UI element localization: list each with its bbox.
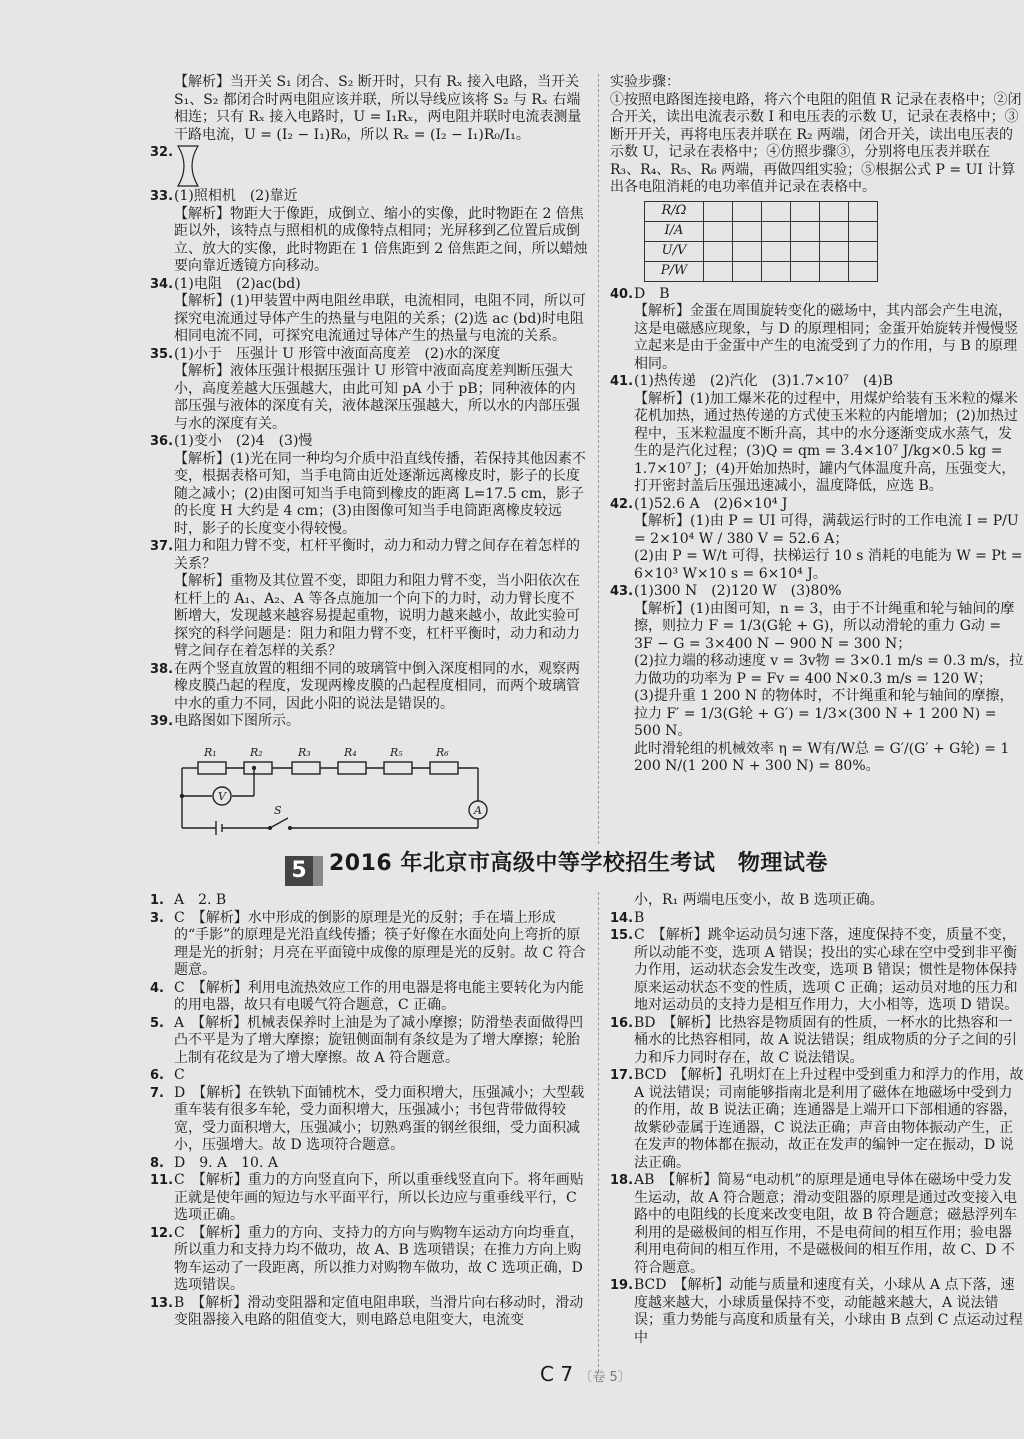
item-text: C 【解析】重力的方向、支持力的方向与购物车运动方向均垂直，所以重力和支持力均不做功，故 A、B 选项错误；在推力方向上购物车运动了一段距离，所以推力对购物车做功，故 C 选项正确，D 选项错误。 [174,1224,584,1293]
resistor-label: R₆ [436,746,449,759]
item-text: (1)变小 (2)4 (3)慢 [174,433,313,449]
resistor-r6 [430,762,458,774]
steps-text: ①按照电路图连接电路，将六个电阻的阻值 R 记录在表格中；②闭合开关，读出电流表示数 I 和电压表的示数 U，记录在表格中；③断开开关，再将电压表并联在 R₂ 两端，闭合开关，读出电压表的示数 U，记录在表格中；④仿照步骤③，分别将电压表并联在 R₃、R₄、R₅、R₆ 两端，再做四组实验；⑤根据公式 P = UI 计算出各电阻消耗的电功率值并记录在表格中。 [610,91,1022,195]
answer-item [610,1172,1024,1277]
item-text: 【解析】(1)甲装置中两电阻丝串联，电流相同，电阻不同，所以可探究电流通过导体产生的热量与电阻的关系；(2)选 ac (bd)时电阻相同电流不同，可探究电流通过导体产生的热量与电流的关系。 [174,293,586,344]
answer-item [610,892,1024,910]
table-cell [762,241,791,261]
answer-item [610,1015,1024,1068]
item-number: 6. [150,1068,164,1083]
item-number: 32. [150,145,174,160]
item-text: C 【解析】跳伞运动员匀速下落，速度保持不变，质量不变，所以动能不变，选项 A 错误；投出的实心球在空中受到非平衡力作用，运动状态会发生改变，选项 B 错误；惯性是物体保持原来运动状态不变的性质，选项 C 正确；运动员对地的压力和地对运动员的支持力是相互作用力，大小相等，选项 D 错误。 [634,927,1019,1013]
item-text: BD 【解析】比热容是物质固有的性质，一杯水的比热容和一桶水的比热容相同，故 A 说法错误；组成物质的分子之间的引力和斥力同时存在，故 C 说法错误。 [634,1014,1018,1066]
volume-label: 〔卷 5〕 [579,1370,631,1385]
item-text: (2)拉力端的移动速度 v = 3v物 = 3×0.1 m/s = 0.3 m/s，拉力做功的功率为 P = Fv = 400 N×0.3 m/s = 120 W； [634,653,1024,687]
item-text: (1)照相机 (2)靠近 [174,188,298,204]
answer-item [150,433,588,451]
resistor-r1 [198,762,226,774]
table-cell [762,221,791,241]
switch-label: S [274,804,282,817]
item-number: 34. [150,276,174,292]
answer-item [150,144,588,188]
answer-item [150,538,588,573]
item-text: BCD 【解析】动能与质量和速度有关，小球从 A 点下落，速度越来越大，小球质量保持不变，动能越来越大，A 说法错误；重力势能与高度和质量有关，小球由 B 点到 C 点运动过程中 [634,1277,1023,1346]
item-text: 【解析】重物及其位置不变，即阻力和阻力臂不变，当小阳依次在杠杆上的 A₁、A₂、A 等各点施加一个向下的力时，动力臂长度不断增大，发现越来越容易提起重物，说明力越来越小，故此实验可探究的科学问题是：阻力和阻力臂不变，杠杆平衡时，动力和动力臂之间存在着怎样的关系？ [174,573,580,659]
banner-number: 5 [285,856,313,886]
page-number: C 7 [540,1362,574,1386]
resistor-r5 [384,762,412,774]
item-text: BCD 【解析】孔明灯在上升过程中受到重力和浮力的作用，故 A 说法错误；司南能够指南北是利用了磁体在地磁场中受到力的作用，故 B 说法正确；连通器是上端开口下部相通的容器，故紫砂壶属于连通器，C 说法正确；声音由物体振动产生，正在发声的物体都在振动，故正在发声的编钟一定在振动，D 说法正确。 [634,1067,1024,1171]
item-text: 【解析】物距大于像距，成倒立、缩小的实像，此时物距在 2 倍焦距以外，该特点与照相机的成像特点相同；光屏移到乙位置后成倒立、放大的实像，此时物距在 1 倍焦距到 2 倍焦距之间，所以蜡烛要向靠近透镜方向移动。 [174,205,588,274]
answer-item [150,661,588,714]
item-text: D 9. A 10. A [174,1154,278,1171]
item-number: 4. [150,980,164,996]
answer-item [150,293,588,346]
item-text: AB 【解析】简易“电动机”的原理是通电导体在磁场中受力发生运动，故 A 符合题意；滑动变阻器的原理是通过改变接入电路中的电阻线的长度来改变电阻，故 B 符合题意；磁悬浮列车利用的是磁极间的相互作用，不是电荷间的相互作用；验电器利用电荷间的相互作用，不是磁极间的相互作用，故 C、D 不符合题意。 [634,1172,1018,1276]
table-row-header: P/W [645,261,704,281]
ammeter-label: A [474,804,482,817]
item-text: C 【解析】利用电流热效应工作的用电器是将电能主要转化为内能的用电器，故只有电暖气符合题意，C 正确。 [174,979,584,1013]
circuit-diagram [178,742,488,842]
answer-item [610,741,1024,776]
item-text: 【解析】(1)由图可知，n = 3，由于不计绳重和轮与轴间的摩擦，则拉力 F = 1/3(G轮 + G)，所以动滑轮的重力 G动 = 3F − G = 3×400 N − 900 N = 300 N； [634,600,1015,652]
item-text: (3)提升重 1 200 N 的物体时，不计绳重和轮与轴间的摩擦，拉力 F′ = 1/3(G轮 + G′) = 1/3×(300 N + 1 200 N) = 500 N。 [634,688,1014,739]
table-cell [791,221,820,241]
answer-item [610,548,1024,583]
answer-item [150,1155,588,1173]
answer-item [150,1295,588,1330]
resistor-label: R₁ [204,746,217,759]
answer-item [610,391,1024,496]
answer-item [610,513,1024,548]
answer-item [150,892,588,910]
table-cell [733,241,762,261]
item-text: 小，R₁ 两端电压变小，故 B 选项正确。 [634,892,884,908]
item-text: 在两个竖直放置的粗细不同的玻璃管中倒入深度相同的水，观察两橡皮膜凸起的程度，发现两橡皮膜的凸起程度相同，而两个玻璃管中水的重力不同，因此小阳的说法是错误的。 [174,660,580,712]
answer-item [150,276,588,294]
item-text: 电路图如下图所示。 [174,713,300,729]
answer-item [610,373,1024,391]
item-number: 19. [610,1278,634,1293]
item-text: 阻力和阻力臂不变，杠杆平衡时，动力和动力臂之间存在着怎样的关系？ [174,538,580,572]
table-row-header: R/Ω [645,201,704,221]
item-text: D 【解析】在铁轨下面铺枕木，受力面积增大，压强减小；大型载重车装有很多车轮，受力面积增大，压强减小；书包背带做得较宽，受力面积增大，压强减小；切熟鸡蛋的钢丝很细，受力面积减小，压强增大。故 D 选项符合题意。 [174,1084,585,1153]
item-number: 15. [610,928,634,943]
answer-item [150,1067,588,1085]
resistor-label: R₅ [390,746,403,759]
item-text: A 【解析】机械表保养时上油是为了减小摩擦；防滑垫表面做得凹凸不平是为了增大摩擦；旋钮侧面制有条纹是为了增大摩擦；轮胎上制有花纹是为了增大摩擦。故 A 符合题意。 [174,1014,584,1066]
item-number: 38. [150,661,174,677]
table-row-header: U/V [645,241,704,261]
item-number: 12. [150,1225,174,1241]
table-cell [849,201,878,221]
item-number: 14. [610,910,634,926]
table-cell [849,221,878,241]
answer-item [150,188,588,206]
item-number: 18. [610,1173,634,1188]
item-text: (1)电阻 (2)ac(bd) [174,275,301,292]
answer-item [610,910,1024,928]
item-text: C 【解析】水中形成的倒影的原理是光的反射；手在墙上形成的“手影”的原理是光沿直线传播；筷子好像在水面处向上弯折的原理是光的折射；月亮在平面镜中成像的原理是光的反射。故 C 符合题意。 [174,909,586,978]
item-text: 【解析】(1)由 P = UI 可得，满载运行时的工作电流 I = P/U = 2×10⁴ W / 380 V = 52.6 A； [634,513,1019,547]
resistor-r2 [244,762,272,774]
item-number: 13. [150,1295,174,1311]
item-number: 1. [150,893,164,908]
item-text: B 【解析】滑动变阻器和定值电阻串联，当滑片向右移动时，滑动变阻器接入电路的阻值变大，则电路总电阻变大，电流变 [174,1294,584,1328]
item-text: 【解析】金蛋在周围旋转变化的磁场中，其内部会产生电流，这是电磁感应现象，与 D 的原理相同；金蛋开始旋转并慢慢竖立起来是由于金蛋中产生的电流受到了力的作用，与 B 的原理相同。 [634,303,1019,372]
item-text: 【解析】(1)光在同一种均匀介质中沿直线传播，若保持其他因素不变，根据表格可知，当手电筒由近处逐渐远离橡皮时，影子的长度随之减小；(2)由图可知当手电筒到橡皮的距离 L=17.5 cm，影子的长度 H 大约是 4 cm；(3)由图像可知当手电筒距离橡皮较远时，影子的长度变小得较慢。 [174,450,586,537]
answer-item [150,346,588,364]
answer-item [610,927,1024,1015]
answer-item [150,1015,588,1068]
item-number: 36. [150,434,174,449]
resistor-label: R₃ [298,746,311,759]
resistor-label: R₂ [250,746,263,759]
item-number: 41. [610,374,634,389]
item-number: 42. [610,496,634,512]
answer-item [150,980,588,1015]
table-cell [762,201,791,221]
voltmeter-label: V [218,790,226,803]
item-text: 【解析】当开关 S₁ 闭合、S₂ 断开时，只有 Rₓ 接入电路，当开关 S₁、S₂ 都闭合时两电阻应该并联，所以导线应该将 S₂ 与 Rₓ 右端相连；只有 Rₓ 接入电路时，U = I₁Rₓ，两电阻并联时电流表测量干路电流，U = (I₂ − I₁)R₀，所以 Rₓ = (I₂ − I₁)R₀/I₁。 [174,74,582,143]
item-number: 43. [610,584,634,599]
answer-item [610,653,1024,688]
item-text: (1)52.6 A (2)6×10⁴ J [634,495,788,512]
item-text: C [174,1067,185,1083]
answer-item [150,1225,588,1295]
table-cell [820,201,849,221]
table-cell [733,201,762,221]
banner-title: 2016 年北京市高级中等学校招生考试 物理试卷 [329,851,828,876]
answer-item [150,451,588,539]
answer-item [150,363,588,433]
banner-bar [313,856,323,886]
top-right-column [610,74,1024,776]
answer-item [610,583,1024,601]
answer-item [150,713,588,731]
resistor-r3 [292,762,320,774]
bottom-right-column [610,892,1024,1347]
table-cell [733,261,762,281]
item-text: C 【解析】重力的方向竖直向下，所以重垂线竖直向下。将年画贴正就是使年画的短边与水平面平行，所以长边应与重垂线平行，C 选项正确。 [174,1172,584,1223]
column-divider [598,892,599,1372]
item-number: 7. [150,1085,164,1101]
table-cell [820,221,849,241]
item-number: 11. [150,1173,174,1188]
item-number: 35. [150,346,174,362]
answer-item [610,496,1024,514]
table-cell [733,221,762,241]
top-left-column [150,74,588,731]
answer-item [610,688,1024,741]
bottom-left-column [150,892,588,1330]
table-cell [704,221,733,241]
table-cell [791,261,820,281]
answer-item [150,1085,588,1155]
concave-lens-diagram [174,144,204,188]
answer-item [610,1277,1024,1347]
item-text: (1)300 N (2)120 W (3)80% [634,583,842,599]
answer-item [610,1067,1024,1172]
page-footer [540,1362,631,1387]
item-number: 39. [150,714,174,729]
table-cell [791,241,820,261]
answer-item [610,286,1024,304]
item-text: (2)由 P = W/t 可得，扶梯运行 10 s 消耗的电能为 W = Pt = 6×10³ W×10 s = 6×10⁴ J。 [634,548,1023,582]
item-number: 40. [610,286,634,302]
table-cell [849,261,878,281]
answer-item [150,206,588,276]
item-text: (1)热传递 (2)汽化 (3)1.7×10⁷ (4)B [634,373,894,389]
table-cell [820,241,849,261]
table-cell [704,261,733,281]
item-number: 8. [150,1155,164,1171]
answer-item [150,910,588,980]
item-number: 17. [610,1068,634,1083]
item-text: B [634,909,645,926]
table-cell [849,241,878,261]
item-number: 5. [150,1015,164,1031]
record-table [644,201,878,282]
item-text: 【解析】液体压强计根据压强计 U 形管中液面高度差判断压强大小，高度差越大压强越大，由此可知 pA 小于 pB；同种液体的内部压强与液体的深度有关，液体越深压强越大，所以水的内部压强与水的深度有关。 [174,363,580,432]
table-cell [704,201,733,221]
answer-item [150,573,588,661]
table-cell [762,261,791,281]
table-cell [791,201,820,221]
steps-title: 实验步骤： [610,74,680,90]
item-number: 16. [610,1015,634,1031]
table-cell [704,241,733,261]
answer-item [150,74,588,144]
column-divider [598,74,599,844]
item-number: 3. [150,910,164,926]
item-text: (1)小于 压强计 U 形管中液面高度差 (2)水的深度 [174,345,501,362]
item-text: 【解析】(1)加工爆米花的过程中，用煤炉给装有玉米粒的爆米花机加热，通过热传递的方式使玉米粒的内能增加；(2)加热过程中，玉米粒温度不断升高，其中的水分逐渐变成水蒸气，发生的是汽化过程；(3)Q = qm = 3.4×10⁷ J/kg×0.5 kg = 1.7×10⁷ J；(4)开始加热时，罐内气体温度升高，压强变大，打开密封盖后压强迅速减小，温度降低，应选 B。 [634,390,1018,494]
item-text: A 2. B [174,892,227,908]
item-text: D B [634,285,670,302]
table-row-header: I/A [645,221,704,241]
item-number: 33. [150,189,174,204]
item-text: 此时滑轮组的机械效率 η = W有/W总 = G′/(G′ + G轮) = 1 200 N/(1 200 N + 300 N) = 80%。 [634,740,1010,774]
resistor-r4 [338,762,366,774]
item-number: 37. [150,539,174,554]
resistor-label: R₄ [344,746,357,759]
table-cell [820,261,849,281]
answer-item [610,303,1024,373]
exam-banner [285,853,905,889]
answer-item [610,601,1024,654]
answer-item [150,1172,588,1225]
